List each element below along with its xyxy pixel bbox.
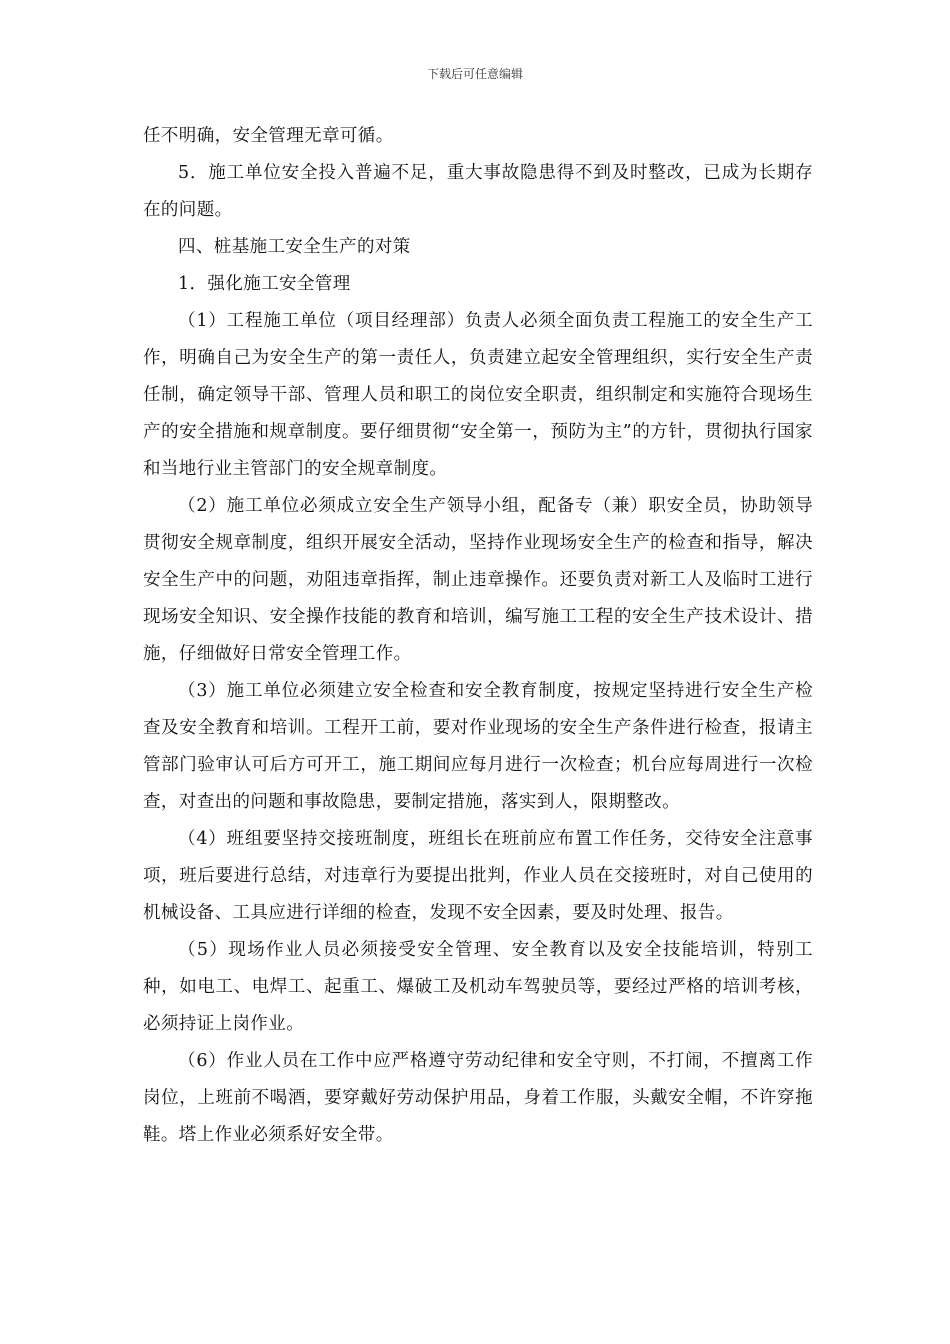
paragraph-clause-4: （4）班组要坚持交接班制度，班组长在班前应布置工作任务，交待安全注意事项，班后要进行总结，对违章行为要提出批判，作业人员在交接班时，对自己使用的机械设备、工具应进行详细的检查，发现不安全因素，要及时处理、报告。 <box>143 829 813 923</box>
paragraph-item-5: 5．施工单位安全投入普遍不足，重大事故隐患得不到及时整改，已成为长期存在的问题。 <box>143 163 813 220</box>
paragraph-continuation: 任不明确，安全管理无章可循。 <box>143 126 394 146</box>
section-heading-4: 四、桩基施工安全生产的对策 <box>178 237 411 257</box>
subsection-heading-1: 1．强化施工安全管理 <box>178 274 351 294</box>
page-header-note: 下载后可任意编辑 <box>426 67 523 81</box>
paragraph-clause-3: （3）施工单位必须建立安全检查和安全教育制度，按规定坚持进行安全生产检查及安全教育和培训。工程开工前，要对作业现场的安全生产条件进行检查，报请主管部门验审认可后方可开工，施工期间应每月进行一次检查；机台应每周进行一次检查，对查出的问题和事故隐患，要制定措施，落实到人，限期整改。 <box>143 681 813 812</box>
document-body <box>143 118 813 1154</box>
paragraph-clause-1: （1）工程施工单位（项目经理部）负责人必须全面负责工程施工的安全生产工作，明确自己为安全生产的第一责任人，负责建立起安全管理组织，实行安全生产责任制，确定领导干部、管理人员和职工的岗位安全职责，组织制定和实施符合现场生产的安全措施和规章制度。要仔细贯彻“安全第一，预防为主”的方针，贯彻执行国家和当地行业主管部门的安全规章制度。 <box>143 311 813 479</box>
paragraph-clause-6: （6）作业人员在工作中应严格遵守劳动纪律和安全守则，不打闹，不擅离工作岗位，上班前不喝酒，要穿戴好劳动保护用品，身着工作服，头戴安全帽，不许穿拖鞋。塔上作业必须系好安全带。 <box>143 1051 813 1145</box>
paragraph-clause-5: （5）现场作业人员必须接受安全管理、安全教育以及安全技能培训，特别工种，如电工、电焊工、起重工、爆破工及机动车驾驶员等，要经过严格的培训考核，必须持证上岗作业。 <box>143 940 813 1034</box>
paragraph-clause-2: （2）施工单位必须成立安全生产领导小组，配备专（兼）职安全员，协助领导贯彻安全规章制度，组织开展安全活动，坚持作业现场安全生产的检查和指导，解决安全生产中的问题，劝阻违章指挥，制止违章操作。还要负责对新工人及临时工进行现场安全知识、安全操作技能的教育和培训，编写施工工程的安全生产技术设计、措施，仔细做好日常安全管理工作。 <box>143 496 813 664</box>
